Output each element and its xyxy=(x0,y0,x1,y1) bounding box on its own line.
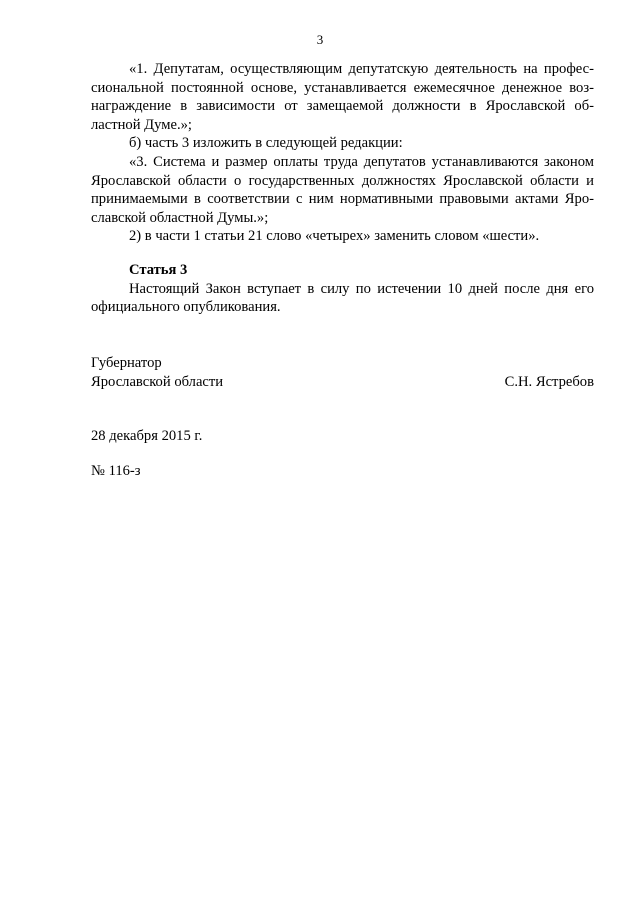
article-3-text: Настоящий Закон вступает в силу по истечении 10 дней после дня его официального опубликования. xyxy=(91,280,594,316)
page-number: 3 xyxy=(316,32,324,47)
document-body xyxy=(91,60,594,317)
paragraph-amendment-part-1: «1. Депутатам, осуществляющим депутатскую деятельность на профессиональной постоянной основе, устанавливается ежемесячное денежное вознаграждение в зависимости от замещаемой должности в Ярославской областной Думе.»; xyxy=(91,61,594,133)
paragraph-amendment-2: 2) в части 1 статьи 21 слово «четырех» заменить словом «шести». xyxy=(129,228,540,245)
document-date: 28 декабря 2015 г. xyxy=(91,428,203,444)
paragraph-amendment-part-3: «3. Система и размер оплаты труда депутатов устанавливаются законом Ярославской области о государственных должностях Ярославской области и принимаемыми в соответствии с ним нормативными правовыми актами Ярославской областной Думы.»; xyxy=(91,153,594,226)
signatory-name: С.Н. Ястребов xyxy=(504,373,594,390)
signature-row xyxy=(91,373,594,392)
signatory-title-line2: Ярославской области xyxy=(91,373,224,390)
article-3-heading: Статья 3 xyxy=(129,261,188,278)
law-number: № 116-з xyxy=(91,463,141,479)
paragraph-amendment-b: б) часть 3 изложить в следующей редакции: xyxy=(129,135,403,152)
signatory-title-line1: Губернатор xyxy=(91,355,162,371)
signature-block xyxy=(91,354,594,391)
